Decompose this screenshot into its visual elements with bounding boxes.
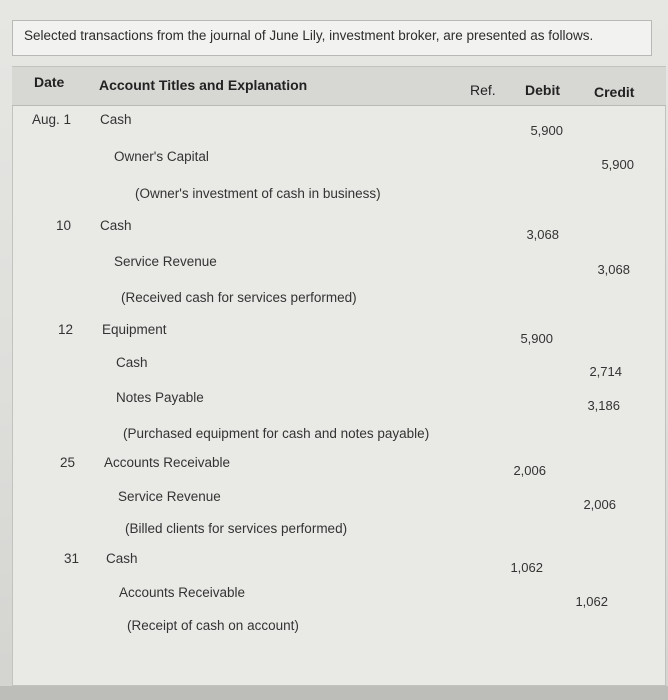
debit-account: Equipment bbox=[102, 322, 167, 337]
entry-explanation: (Purchased equipment for cash and notes payable) bbox=[123, 426, 430, 441]
entry-explanation: (Received cash for services performed) bbox=[121, 290, 357, 305]
debit-amount: 5,900 bbox=[520, 331, 553, 346]
credit-account: Service Revenue bbox=[118, 489, 221, 504]
credit-account: Notes Payable bbox=[116, 390, 204, 405]
debit-amount: 2,006 bbox=[513, 463, 546, 478]
debit-account: Cash bbox=[100, 112, 132, 127]
credit-amount: 3,186 bbox=[587, 398, 620, 413]
debit-amount: 5,900 bbox=[530, 123, 563, 138]
credit-account: Accounts Receivable bbox=[119, 585, 246, 600]
header-date: Date bbox=[34, 74, 65, 90]
debit-account: Accounts Receivable bbox=[104, 455, 231, 470]
credit-amount: 2,006 bbox=[583, 497, 616, 512]
debit-account: Cash bbox=[100, 218, 132, 233]
credit-amount: 2,714 bbox=[589, 364, 622, 379]
credit-amount: 5,900 bbox=[601, 157, 634, 172]
credit-account: Owner's Capital bbox=[114, 149, 209, 164]
credit-account: Service Revenue bbox=[114, 254, 217, 269]
entry-date: 25 bbox=[60, 455, 76, 470]
header-ref: Ref. bbox=[470, 82, 496, 98]
entry-explanation: (Billed clients for services performed) bbox=[125, 521, 348, 536]
entry-explanation: (Receipt of cash on account) bbox=[127, 618, 299, 633]
entry-date: 12 bbox=[58, 322, 74, 337]
entry-date: 31 bbox=[64, 551, 80, 566]
header-debit: Debit bbox=[525, 82, 560, 98]
footer-bar bbox=[0, 686, 668, 700]
instruction-text: Selected transactions from the journal of June Lily, investment broker, are presented as follows. bbox=[24, 28, 594, 43]
credit-amount: 1,062 bbox=[575, 594, 608, 609]
entry-date: 10 bbox=[56, 218, 72, 233]
header-account-titles: Account Titles and Explanation bbox=[99, 77, 308, 93]
credit-amount: 3,068 bbox=[597, 262, 630, 277]
credit-account: Cash bbox=[116, 355, 148, 370]
debit-amount: 1,062 bbox=[510, 560, 543, 575]
entry-explanation: (Owner's investment of cash in business) bbox=[135, 186, 381, 201]
entry-date: Aug. 1 bbox=[32, 112, 72, 127]
debit-amount: 3,068 bbox=[526, 227, 559, 242]
header-credit: Credit bbox=[594, 84, 635, 100]
debit-account: Cash bbox=[106, 551, 138, 566]
